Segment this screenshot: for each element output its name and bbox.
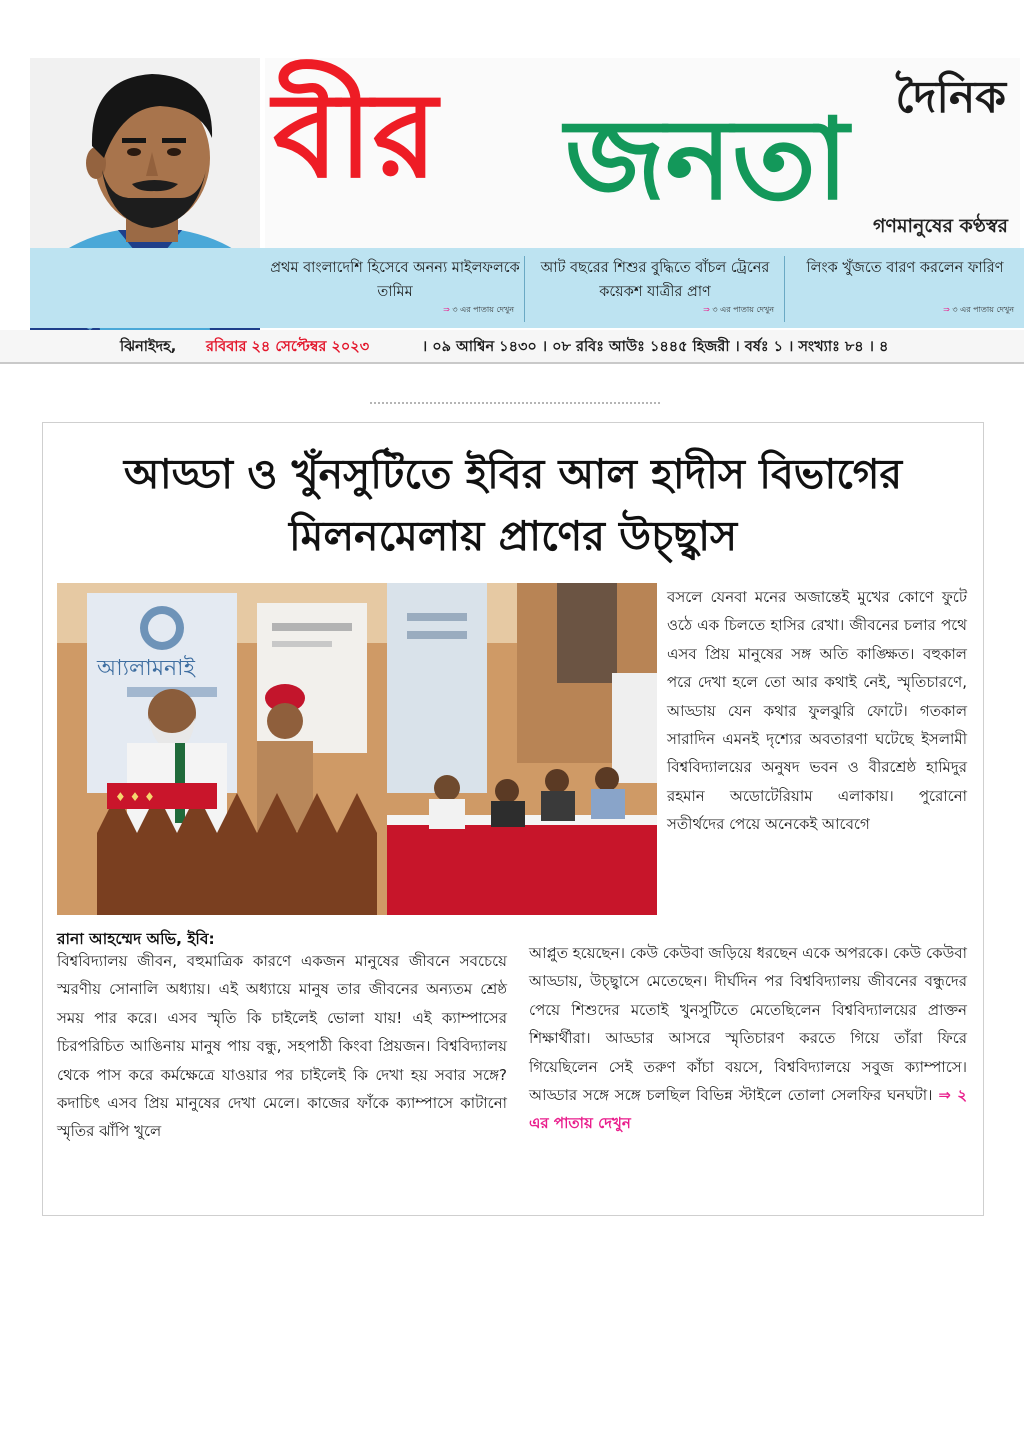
strip-story-text: লিংক খুঁজতে বারণ করলেন ফারিণ: [806, 260, 1004, 276]
arrow-icon: ⇒: [703, 305, 713, 314]
arrow-icon: ⇒: [943, 305, 953, 314]
headline-line-2: মিলনমেলায় প্রাণের উচ্ছ্বাস: [288, 512, 738, 560]
svg-text:♦ ♦ ♦: ♦ ♦ ♦: [115, 790, 155, 804]
article-headline: [43, 443, 983, 567]
masthead-title-area: [265, 58, 1020, 248]
masthead-slogan: গণমানুষের কণ্ঠস্বর: [873, 215, 1008, 237]
article-byline: রানা আহম্মেদ অভি, ইবি:: [57, 930, 215, 948]
article-column-right-bottom: [529, 939, 967, 1199]
article-column-left: বিশ্ববিদ্যালয় জীবন, বহুমাত্রিক কারণে একজন মানুষের জীবনে সবচেয়ে স্মরণীয় সোনালি অধ্যায়। এই অধ্যায়ে মানুষ তার জীবনের অন্যতম শ্রেষ্ঠ সময় পার করে। এসব স্মৃতি কি চাইলেই ভোলা যায়! এই ক্যাম্পাসের চিরপরিচিত আঙিনায় মানুষ পায় বন্ধু, সহপাঠী কিংবা প্রিয়জন। বিশ্ববিদ্যালয় থেকে পাস করে কর্মক্ষেত্রে যাওয়ার পর চাইলেই কি দেখা হয় সবার সঙ্গে? কদাচিৎ এসব প্রিয় মানুষের দেখা মেলে। কাজের ফাঁকে ক্যাম্পাসে কাটানো স্মৃতির ঝাঁপি খুলে: [57, 952, 507, 1141]
banner-text: আ্যলামনাই: [97, 656, 195, 681]
strip-divider: [524, 256, 525, 322]
page-divider: [370, 402, 660, 408]
masthead-title-green: জনতা: [565, 94, 849, 225]
dateline-date: রবিবার ২৪ সেপ্টেম্বর ২০২৩: [206, 339, 370, 355]
dateline-place: ঝিনাইদহ,: [120, 339, 177, 355]
strip-divider: [784, 256, 785, 322]
strip-story-3[interactable]: [790, 256, 1020, 322]
strip-story-more: ⇒ ৩ এর পাতায় দেখুন: [703, 305, 774, 314]
dateline-details: । ০৯ আশ্বিন ১৪৩০ । ০৮ রবিঃ আউঃ ১৪৪৫ হিজরী । বর্ষঃ ১ । সংখ্যাঃ ৮৪ । ৪: [422, 339, 889, 355]
dateline: [0, 330, 1024, 364]
headline-line-1: আড্ডা ও খুঁনসুটিতে ইবির আল হাদীস বিভাগের: [123, 450, 903, 498]
masthead-prefix: দৈনিক: [895, 72, 1006, 123]
event-photo: [57, 583, 657, 915]
article-column-right-bottom-text: আপ্লুত হয়েছেন। কেউ কেউবা জড়িয়ে ধরছেন একে অপরকে। কেউ কেউবা আড্ডায়, উচ্ছ্বাসে মেতেছেন। দীর্ঘদিন পর বিশ্ববিদ্যালয় জীবনের বন্ধুদের পেয়ে শিশুদের মতোই খুনসুটিতে মেতেছিলেন বিশ্ববিদ্যালয়ের প্রাক্তন শিক্ষার্থীরা। আড্ডার আসরে স্মৃতিচারণ করতে গিয়ে তাঁরা ফিরে গিয়েছিলেন সেই তরুণ কাঁচা বয়সে, বিশ্ববিদ্যালয়ে সবুজ ক্যাম্পাসে। আড্ডার সঙ্গে সঙ্গে চলছিল বিভিন্ন স্টাইলে তোলা সেলফির ঘনঘটা।: [529, 944, 967, 1105]
continued-link[interactable]: ⇒ ২ এর পাতায় দেখুন: [529, 1086, 968, 1133]
strip-story-more: ⇒ ৩ এর পাতায় দেখুন: [943, 305, 1014, 314]
strip-story-more: ⇒ ৩ এর পাতায় দেখুন: [443, 305, 514, 314]
event-photo-illustration: [57, 583, 657, 915]
top-news-strip: [30, 248, 1024, 328]
article-column-right-top: বসলে যেনবা মনের অজান্তেই মুখের কোণে ফুটে ওঠে এক চিলতে হাসির রেখা। জীবনের চলার পথে এসব প্রিয় মানুষের সঙ্গ অতি কাঙ্ক্ষিত। বহুকাল পরে দেখা হলে তো আর কথাই নেই, স্মৃতিচারণে, আড্ডায় যেন কথার ফুলঝুরি ফোটে। গতকাল সারাদিন এমনই দৃশ্যের অবতারণা ঘটেছে ইসলামী বিশ্ববিদ্যালয়ের অনুষদ ভবন ও বীরশ্রেষ্ঠ হামিদুর রহমান অডোটেরিয়াম এলাকায়। পুরোনো সতীর্থদের পেয়ে অনেকেই আবেগে: [667, 588, 967, 834]
strip-story-text: প্রথম বাংলাদেশি হিসেবে অনন্য মাইলফলকে তামিম: [270, 260, 520, 300]
article-clipping: [42, 422, 984, 1216]
strip-story-2[interactable]: [530, 256, 780, 322]
strip-story-text: আট বছরের শিশুর বুদ্ধিতে বাঁচল ট্রেনের কয়েকশ যাত্রীর প্রাণ: [540, 260, 770, 300]
masthead-title-red: বীর: [273, 65, 438, 204]
masthead: [0, 0, 1024, 370]
arrow-icon: ⇒: [443, 305, 453, 314]
strip-story-1[interactable]: [270, 256, 520, 322]
